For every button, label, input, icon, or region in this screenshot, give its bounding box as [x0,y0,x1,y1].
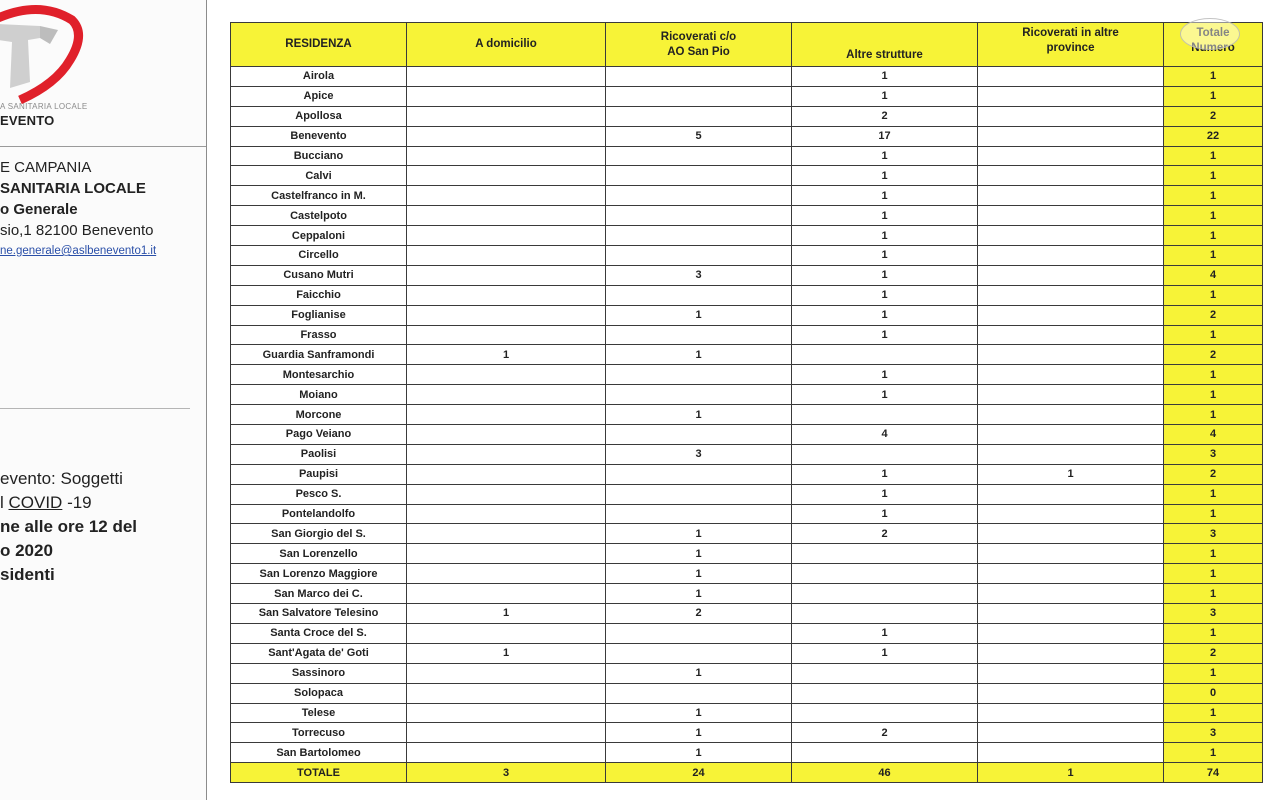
logo-box [0,0,206,147]
cell-altre-province [978,504,1164,524]
cell-residenza: Pesco S. [231,484,407,504]
cell-altre-strutture: 1 [792,206,978,226]
cell-altre-province [978,265,1164,285]
cell-ao-san-pio [606,365,792,385]
cell-domicilio [407,683,606,703]
table-row [231,464,1263,484]
cell-altre-strutture: 1 [792,186,978,206]
table-row [231,524,1263,544]
cell-residenza: Ceppaloni [231,226,407,246]
cell-altre-strutture: 1 [792,484,978,504]
cell-altre-strutture [792,663,978,683]
cell-altre-province [978,365,1164,385]
total-altre-strutture: 46 [792,763,978,783]
address-street: sio,1 82100 Benevento [0,222,154,239]
cell-ao-san-pio [606,425,792,445]
table-row [231,723,1263,743]
cell-ao-san-pio: 1 [606,703,792,723]
cell-totale: 1 [1164,703,1263,723]
cell-totale: 1 [1164,325,1263,345]
table-row [231,564,1263,584]
cell-domicilio: 1 [407,345,606,365]
table-row [231,285,1263,305]
cell-domicilio [407,166,606,186]
cell-residenza: Frasso [231,325,407,345]
table-header-row [231,23,1263,67]
cell-totale: 2 [1164,106,1263,126]
address-region: E CAMPANIA [0,159,92,176]
cell-altre-province [978,484,1164,504]
cell-residenza: Guardia Sanframondi [231,345,407,365]
cell-altre-province [978,444,1164,464]
cell-ao-san-pio: 3 [606,265,792,285]
cell-ao-san-pio [606,683,792,703]
cell-residenza: San Lorenzello [231,544,407,564]
table-row [231,345,1263,365]
cell-totale: 2 [1164,643,1263,663]
cell-domicilio [407,464,606,484]
cell-residenza: Morcone [231,405,407,425]
cell-ao-san-pio: 1 [606,345,792,365]
address-asl: SANITARIA LOCALE [0,180,146,197]
title-line-2-prefix: l [0,493,9,512]
cell-residenza: Paolisi [231,444,407,464]
cell-altre-strutture: 1 [792,325,978,345]
title-line-2 [0,491,200,515]
total-ao-san-pio: 24 [606,763,792,783]
cell-totale: 1 [1164,584,1263,604]
table-row [231,166,1263,186]
table-row [231,623,1263,643]
cell-totale: 1 [1164,226,1263,246]
cell-altre-strutture: 1 [792,166,978,186]
cell-residenza: Foglianise [231,305,407,325]
cell-altre-province [978,285,1164,305]
cell-domicilio [407,106,606,126]
cell-totale: 1 [1164,544,1263,564]
cell-ao-san-pio: 1 [606,743,792,763]
cell-ao-san-pio [606,166,792,186]
cell-residenza: Solopaca [231,683,407,703]
table-row [231,385,1263,405]
cell-residenza: Telese [231,703,407,723]
cell-altre-strutture: 1 [792,464,978,484]
cell-altre-province [978,425,1164,445]
cell-domicilio [407,146,606,166]
logo-title: EVENTO [0,113,55,128]
cell-altre-province [978,126,1164,146]
email-link[interactable]: ne.generale@aslbenevento1.it [0,245,157,257]
cell-residenza: Montesarchio [231,365,407,385]
table-row [231,604,1263,624]
table-row [231,663,1263,683]
cell-domicilio [407,623,606,643]
table-row [231,683,1263,703]
cell-residenza: San Bartolomeo [231,743,407,763]
cell-altre-province [978,623,1164,643]
cell-altre-strutture [792,405,978,425]
cell-domicilio: 1 [407,643,606,663]
cell-domicilio [407,206,606,226]
cell-altre-strutture [792,703,978,723]
cell-altre-strutture [792,444,978,464]
cell-totale: 1 [1164,166,1263,186]
cell-altre-province [978,146,1164,166]
cell-altre-province [978,305,1164,325]
cell-altre-strutture: 2 [792,106,978,126]
asl-logo-icon [0,4,90,104]
cell-ao-san-pio: 1 [606,305,792,325]
cell-totale: 1 [1164,385,1263,405]
cell-residenza: Paupisi [231,464,407,484]
cell-residenza: Pago Veiano [231,425,407,445]
table-row [231,246,1263,266]
cell-altre-province [978,683,1164,703]
header-residenza: RESIDENZA [231,23,407,67]
cell-altre-strutture: 2 [792,723,978,743]
cell-totale: 1 [1164,365,1263,385]
cell-ao-san-pio [606,206,792,226]
cell-altre-province [978,206,1164,226]
cell-domicilio [407,365,606,385]
cell-altre-strutture: 1 [792,265,978,285]
address-direction: o Generale [0,201,78,218]
header-ao-line-1: Ricoverati c/o [660,30,737,43]
cell-totale: 1 [1164,186,1263,206]
cell-totale: 1 [1164,623,1263,643]
cell-altre-strutture [792,584,978,604]
cell-altre-strutture [792,345,978,365]
title-line-4: o 2020 [0,541,53,560]
cell-domicilio [407,226,606,246]
cell-totale: 1 [1164,206,1263,226]
cell-altre-province: 1 [978,464,1164,484]
cell-altre-strutture: 1 [792,623,978,643]
cell-domicilio [407,325,606,345]
cell-altre-strutture: 1 [792,146,978,166]
cell-totale: 2 [1164,464,1263,484]
cell-domicilio [407,405,606,425]
cell-domicilio [407,425,606,445]
cell-altre-province [978,663,1164,683]
cell-residenza: Sassinoro [231,663,407,683]
cell-residenza: Benevento [231,126,407,146]
cell-domicilio [407,126,606,146]
cell-altre-province [978,385,1164,405]
cell-domicilio [407,564,606,584]
cell-totale: 22 [1164,126,1263,146]
watermark-stamp [1180,18,1240,50]
header-ao-line-2: AO San Pio [667,45,730,58]
table-row [231,265,1263,285]
header-domicilio: A domicilio [407,23,606,67]
cell-altre-province [978,405,1164,425]
cell-residenza: Apollosa [231,106,407,126]
total-domicilio: 3 [407,763,606,783]
cell-domicilio: 1 [407,604,606,624]
header-province-line-1: Ricoverati in altre [1022,27,1119,39]
table-row [231,126,1263,146]
document-title [0,467,200,587]
cell-residenza: Pontelandolfo [231,504,407,524]
table-row [231,544,1263,564]
cell-altre-strutture: 1 [792,305,978,325]
cell-totale: 2 [1164,305,1263,325]
cell-totale: 3 [1164,524,1263,544]
cell-domicilio [407,186,606,206]
cell-altre-province [978,246,1164,266]
cell-totale: 1 [1164,405,1263,425]
table-row [231,405,1263,425]
cell-altre-strutture: 1 [792,385,978,405]
cell-domicilio [407,663,606,683]
cell-domicilio [407,444,606,464]
table-row [231,146,1263,166]
cell-altre-province [978,564,1164,584]
cases-table-container [230,22,1262,782]
header-ao-san-pio [606,23,792,67]
cell-ao-san-pio [606,285,792,305]
cell-residenza: Faicchio [231,285,407,305]
cell-totale: 1 [1164,246,1263,266]
cell-altre-strutture: 1 [792,86,978,106]
cell-altre-province [978,166,1164,186]
cell-totale: 3 [1164,444,1263,464]
cell-residenza: San Marco dei C. [231,584,407,604]
cell-altre-province [978,345,1164,365]
cell-residenza: Torrecuso [231,723,407,743]
cell-altre-province [978,67,1164,87]
cell-totale: 0 [1164,683,1263,703]
table-row [231,643,1263,663]
cell-ao-san-pio [606,67,792,87]
cell-totale: 1 [1164,484,1263,504]
cell-altre-strutture [792,564,978,584]
cell-totale: 1 [1164,663,1263,683]
header-totale-line-1: Totale [1196,27,1230,39]
cell-ao-san-pio: 3 [606,444,792,464]
cell-altre-strutture: 1 [792,285,978,305]
cell-totale: 4 [1164,425,1263,445]
cell-ao-san-pio [606,106,792,126]
cell-domicilio [407,285,606,305]
cell-ao-san-pio [606,484,792,504]
cell-domicilio [407,584,606,604]
total-totale: 74 [1164,763,1263,783]
cell-totale: 3 [1164,604,1263,624]
cell-domicilio [407,265,606,285]
cell-totale: 1 [1164,146,1263,166]
cell-altre-province [978,186,1164,206]
table-row [231,206,1263,226]
cell-domicilio [407,385,606,405]
cell-altre-province [978,86,1164,106]
table-total-row [231,763,1263,783]
cell-altre-province [978,743,1164,763]
header-altre-strutture: Altre strutture [792,23,978,67]
cell-totale: 1 [1164,743,1263,763]
header-totale-line-2: Numero [1191,42,1235,54]
cell-ao-san-pio [606,643,792,663]
cell-residenza: Castelfranco in M. [231,186,407,206]
cell-residenza: San Salvatore Telesino [231,604,407,624]
cell-residenza: Santa Croce del S. [231,623,407,643]
cell-domicilio [407,246,606,266]
cell-domicilio [407,743,606,763]
cell-residenza: Cusano Mutri [231,265,407,285]
table-row [231,743,1263,763]
table-row [231,365,1263,385]
cell-residenza: Circello [231,246,407,266]
cell-ao-san-pio: 1 [606,584,792,604]
cell-altre-strutture: 1 [792,67,978,87]
table-row [231,703,1263,723]
cell-ao-san-pio [606,86,792,106]
cell-residenza: Calvi [231,166,407,186]
table-row [231,186,1263,206]
cell-altre-strutture: 17 [792,126,978,146]
cell-ao-san-pio [606,246,792,266]
table-row [231,226,1263,246]
cell-residenza: Castelpoto [231,206,407,226]
letterhead-panel [0,0,207,800]
table-row [231,484,1263,504]
cell-ao-san-pio: 1 [606,544,792,564]
cell-domicilio [407,544,606,564]
cell-altre-province [978,604,1164,624]
cell-ao-san-pio [606,623,792,643]
title-line-3: ne alle ore 12 del [0,517,138,536]
total-altre-province: 1 [978,763,1164,783]
cell-ao-san-pio [606,186,792,206]
cell-domicilio [407,504,606,524]
cell-altre-strutture: 1 [792,504,978,524]
cell-totale: 1 [1164,504,1263,524]
cell-domicilio [407,524,606,544]
title-line-1: evento: Soggetti [0,469,123,488]
cell-domicilio [407,703,606,723]
cell-altre-strutture [792,743,978,763]
cell-totale: 1 [1164,285,1263,305]
cell-residenza: San Giorgio del S. [231,524,407,544]
cell-ao-san-pio: 1 [606,564,792,584]
address-block [0,157,200,262]
table-row [231,305,1263,325]
cell-totale: 1 [1164,564,1263,584]
cell-ao-san-pio: 1 [606,723,792,743]
table-row [231,325,1263,345]
cell-altre-province [978,325,1164,345]
logo-subtitle: A SANITARIA LOCALE [0,102,88,111]
cell-residenza: Apice [231,86,407,106]
cell-altre-province [978,584,1164,604]
title-line-5: sidenti [0,565,55,584]
header-province-line-2: province [1046,42,1095,54]
cell-domicilio [407,305,606,325]
cell-domicilio [407,86,606,106]
cell-ao-san-pio [606,504,792,524]
table-row [231,86,1263,106]
cell-ao-san-pio: 5 [606,126,792,146]
cell-altre-province [978,703,1164,723]
cell-altre-strutture: 1 [792,226,978,246]
title-covid: COVID [8,493,63,512]
cell-altre-province [978,226,1164,246]
cell-ao-san-pio: 1 [606,524,792,544]
cell-altre-province [978,106,1164,126]
cell-residenza: Moiano [231,385,407,405]
title-covid-suffix: -19 [62,493,92,512]
table-row [231,584,1263,604]
table-body [231,67,1263,763]
cell-ao-san-pio: 1 [606,663,792,683]
cell-altre-province [978,544,1164,564]
cell-residenza: Sant'Agata de' Goti [231,643,407,663]
cell-altre-strutture [792,544,978,564]
cell-altre-province [978,723,1164,743]
cell-ao-san-pio [606,385,792,405]
total-label: TOTALE [231,763,407,783]
cell-altre-strutture: 1 [792,643,978,663]
cell-residenza: Bucciano [231,146,407,166]
table-row [231,106,1263,126]
cell-domicilio [407,723,606,743]
cell-altre-strutture [792,683,978,703]
cell-domicilio [407,67,606,87]
cell-totale: 1 [1164,86,1263,106]
cell-totale: 4 [1164,265,1263,285]
cell-altre-strutture: 1 [792,365,978,385]
cell-ao-san-pio [606,464,792,484]
divider [0,408,190,409]
cell-domicilio [407,484,606,504]
table-row [231,425,1263,445]
header-altre-province [978,23,1164,67]
cell-totale: 2 [1164,345,1263,365]
table-row [231,67,1263,87]
cell-altre-province [978,524,1164,544]
table-row [231,504,1263,524]
cell-altre-province [978,643,1164,663]
cell-ao-san-pio [606,325,792,345]
cell-altre-strutture [792,604,978,624]
cell-ao-san-pio [606,226,792,246]
cases-table [230,22,1263,783]
cell-altre-strutture: 2 [792,524,978,544]
cell-residenza: San Lorenzo Maggiore [231,564,407,584]
cell-totale: 1 [1164,67,1263,87]
cell-ao-san-pio [606,146,792,166]
cell-ao-san-pio: 2 [606,604,792,624]
cell-residenza: Airola [231,67,407,87]
table-row [231,444,1263,464]
cell-altre-strutture: 1 [792,246,978,266]
cell-ao-san-pio: 1 [606,405,792,425]
cell-totale: 3 [1164,723,1263,743]
cell-altre-strutture: 4 [792,425,978,445]
